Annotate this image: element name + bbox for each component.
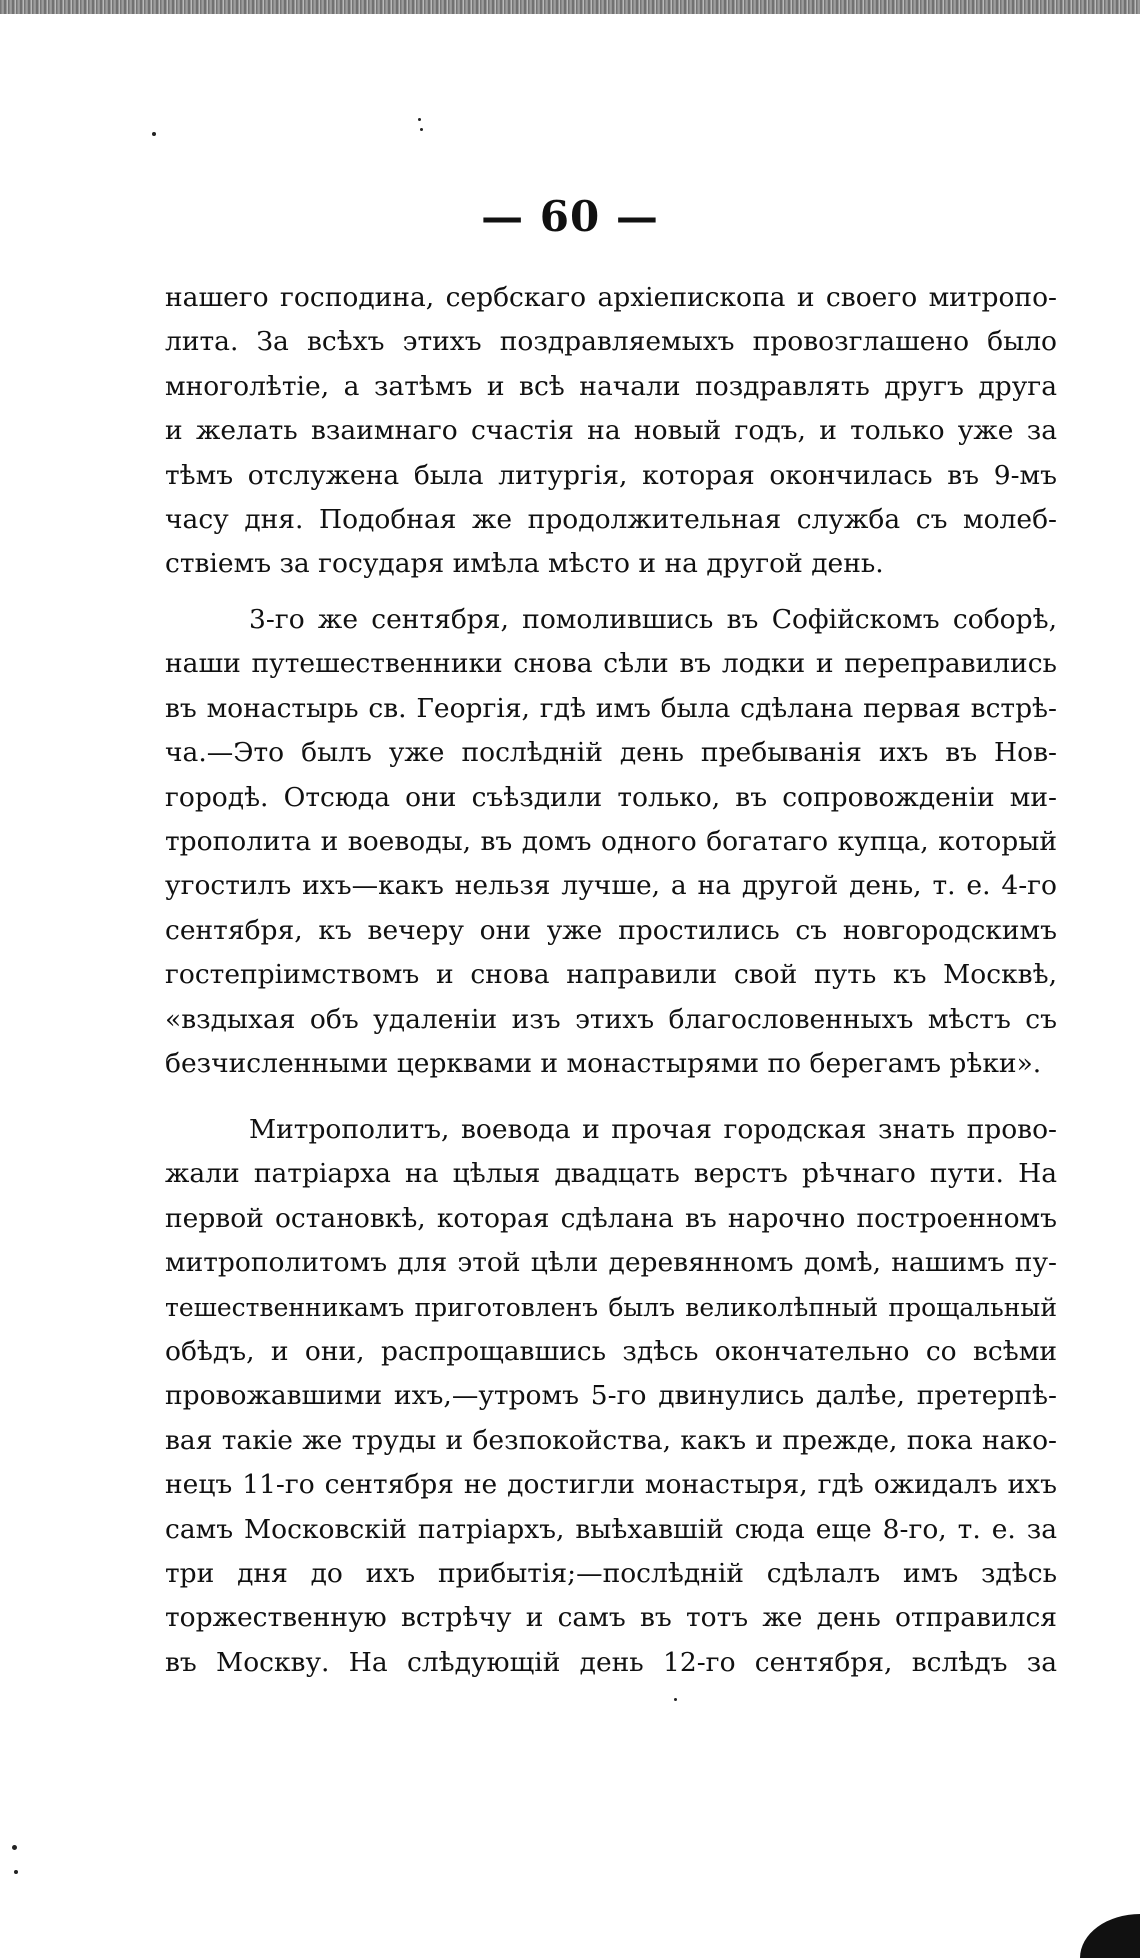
text-line: ча.—Это былъ уже послѣдній день пребыванія ихъ въ Нов- <box>165 737 1057 769</box>
text-line: три дня до ихъ прибытія;—послѣдній сдѣлалъ имъ здѣсь <box>165 1558 1057 1590</box>
text-line: провожавшими ихъ,—утромъ 5-го двинулись далѣе, претерпѣ- <box>165 1380 1057 1412</box>
scan-speck <box>420 128 423 131</box>
text-line: нецъ 11-го сентября не достигли монастыря, гдѣ ожидалъ ихъ <box>165 1469 1057 1501</box>
text-line: Митрополитъ, воевода и прочая городская знать прово- <box>249 1114 1057 1145</box>
text-line: «вздыхая объ удаленіи изъ этихъ благословенныхъ мѣстъ съ <box>165 1003 1057 1035</box>
text-line: гостепріимствомъ и снова направили свой путь къ Москвѣ, <box>165 959 1057 991</box>
text-line: въ монастырь св. Георгія, гдѣ имъ была сдѣлана первая встрѣ- <box>165 692 1057 724</box>
scan-corner-blot <box>1080 1914 1140 1958</box>
text-line: наши путешественники снова сѣли въ лодки и переправились <box>165 648 1057 680</box>
scan-speck <box>14 1870 18 1874</box>
page-number: — 60 — <box>481 192 659 241</box>
text-line: нашего господина, сербскаго архіепископа и своего митропо- <box>165 282 1057 313</box>
text-line: тѣмъ отслужена была литургія, которая окончилась въ 9-мъ <box>165 459 1057 491</box>
text-line: самъ Московскій патріархъ, выѣхавшій сюда еще 8-го, т. е. за <box>165 1513 1057 1545</box>
paragraph-1 <box>165 276 1057 587</box>
text-line: сентября, къ вечеру они уже простились съ новгородскимъ <box>165 914 1057 946</box>
text-line: городѣ. Отсюда они съѣздили только, въ сопровожденіи ми- <box>165 781 1057 813</box>
text-line: тешественникамъ приготовленъ былъ великолѣпный прощальный <box>165 1292 1057 1322</box>
text-line: жали патріарха на цѣлыя двадцать верстъ рѣчнаго пути. На <box>165 1158 1057 1190</box>
scan-speck <box>152 132 156 136</box>
scan-speck <box>12 1845 17 1850</box>
paragraph-2 <box>165 598 1057 1086</box>
page-top-edge <box>0 0 1140 14</box>
text-line: вая такіе же труды и безпокойства, какъ и прежде, пока нако- <box>165 1424 1057 1456</box>
text-line: въ Москву. На слѣдующій день 12-го сентября, вслѣдъ за <box>165 1646 1057 1678</box>
text-line: и желать взаимнаго счастія на новый годъ, и только уже за <box>165 415 1057 447</box>
text-line: многолѣтіе, а затѣмъ и всѣ начали поздравлять другъ друга <box>165 370 1057 402</box>
text-line: 3-го же сентября, помолившись въ Софійскомъ соборѣ, <box>249 604 1057 635</box>
text-line: безчисленными церквами и монастырями по берегамъ рѣки». <box>165 1048 1042 1080</box>
text-line: обѣдъ, и они, распрощавшись здѣсь окончательно со всѣми <box>165 1336 1057 1368</box>
text-line: трополита и воеводы, въ домъ одного богатаго купца, который <box>165 826 1057 858</box>
text-line: первой остановкѣ, которая сдѣлана въ нарочно построенномъ <box>165 1202 1057 1234</box>
text-line: лита. За всѣхъ этихъ поздравляемыхъ провозглашено было <box>165 326 1057 358</box>
text-line: торжественную встрѣчу и самъ въ тотъ же день отправился <box>165 1602 1057 1634</box>
text-line: угостилъ ихъ—какъ нельзя лучше, а на другой день, т. е. 4-го <box>165 870 1057 902</box>
text-line: ствіемъ за государя имѣла мѣсто и на другой день. <box>165 548 884 580</box>
text-line: митрополитомъ для этой цѣли деревянномъ домѣ, нашимъ пу- <box>165 1247 1057 1279</box>
scan-speck <box>674 1698 677 1701</box>
scan-speck <box>418 118 421 121</box>
paragraph-3 <box>165 1108 1057 1685</box>
text-line: часу дня. Подобная же продолжительная служба съ молеб- <box>165 504 1057 536</box>
